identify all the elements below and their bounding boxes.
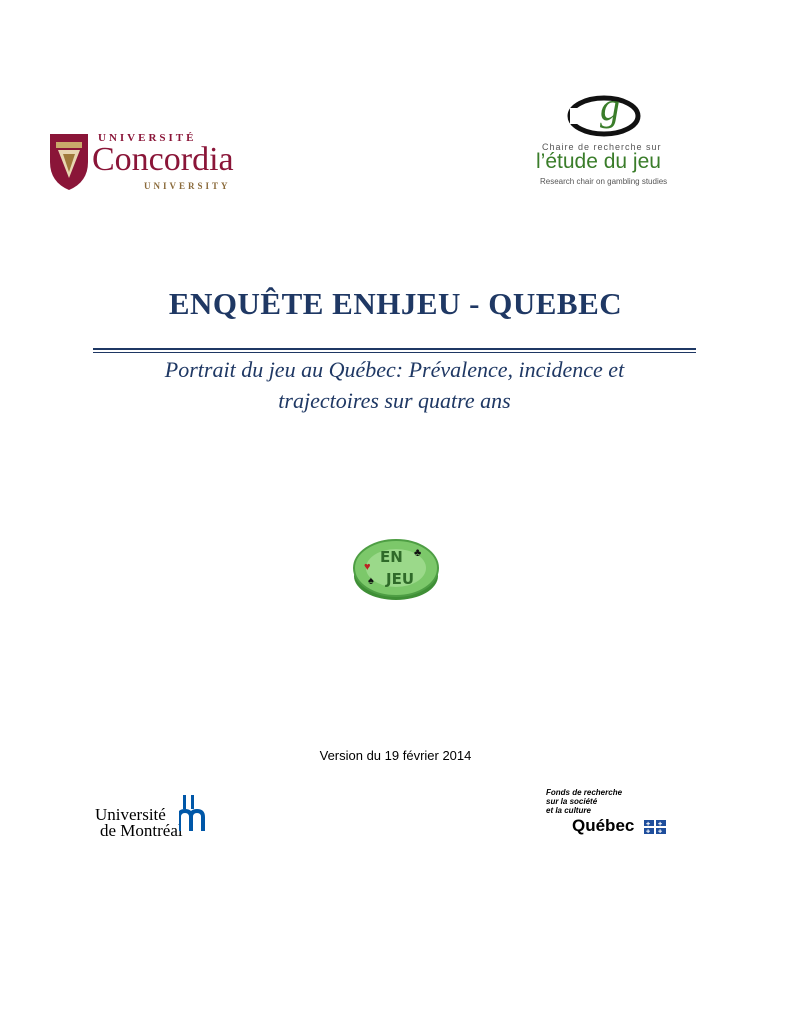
concordia-shield-icon [48, 132, 90, 192]
svg-text:✚: ✚ [658, 829, 663, 834]
svg-text:g: g [600, 84, 620, 129]
frq-line3: et la culture [546, 806, 591, 815]
chaire-g-emblem-icon [564, 78, 654, 142]
document-title: ENQUÊTE ENHJEU - QUEBEC [168, 286, 623, 321]
document-subtitle [93, 354, 696, 416]
subtitle-line-1: Portrait du jeu au Québec: Prévalence, incidence et [164, 357, 625, 382]
poker-chip-icon [350, 530, 442, 605]
heart-suit-icon: ♥ [364, 561, 371, 573]
udem-emblem-icon [179, 795, 211, 833]
svg-text:✚: ✚ [646, 821, 651, 828]
frq-line2: sur la société [546, 797, 598, 806]
subtitle-line-2: trajectoires sur quatre ans [278, 388, 511, 413]
chaire-line2: l’étude du jeu [536, 150, 661, 173]
frq-quebec-wordmark: Québec [572, 816, 635, 835]
frq-logo [546, 788, 676, 838]
udem-logo [95, 795, 215, 845]
frq-line1: Fonds de recherche [546, 788, 623, 797]
chaire-logo [534, 78, 694, 188]
quebec-flag-icon [644, 820, 666, 834]
enhjeu-chip-logo [350, 530, 442, 605]
spade-suit-icon: ♠ [368, 575, 374, 587]
concordia-logo [48, 128, 278, 196]
concordia-top-text: UNIVERSITÉ [98, 132, 197, 144]
udem-line1: Université [95, 805, 166, 824]
svg-text:✚: ✚ [646, 829, 651, 834]
title-rule-thin [93, 352, 696, 353]
svg-text:✚: ✚ [658, 821, 663, 828]
version-date: Version du 19 février 2014 [319, 748, 472, 763]
title-rule [93, 348, 696, 350]
club-suit-icon: ♣ [414, 547, 422, 559]
udem-line2: de Montréal [100, 821, 183, 840]
chip-text-jeu: JEU [386, 570, 415, 588]
concordia-name: Concordia [92, 141, 234, 178]
chip-text-en: EN [380, 548, 403, 566]
chaire-line3: Research chair on gambling studies [540, 177, 668, 186]
chaire-line1: Chaire de recherche sur [542, 142, 662, 152]
concordia-bottom-text: UNIVERSITY [144, 181, 231, 191]
